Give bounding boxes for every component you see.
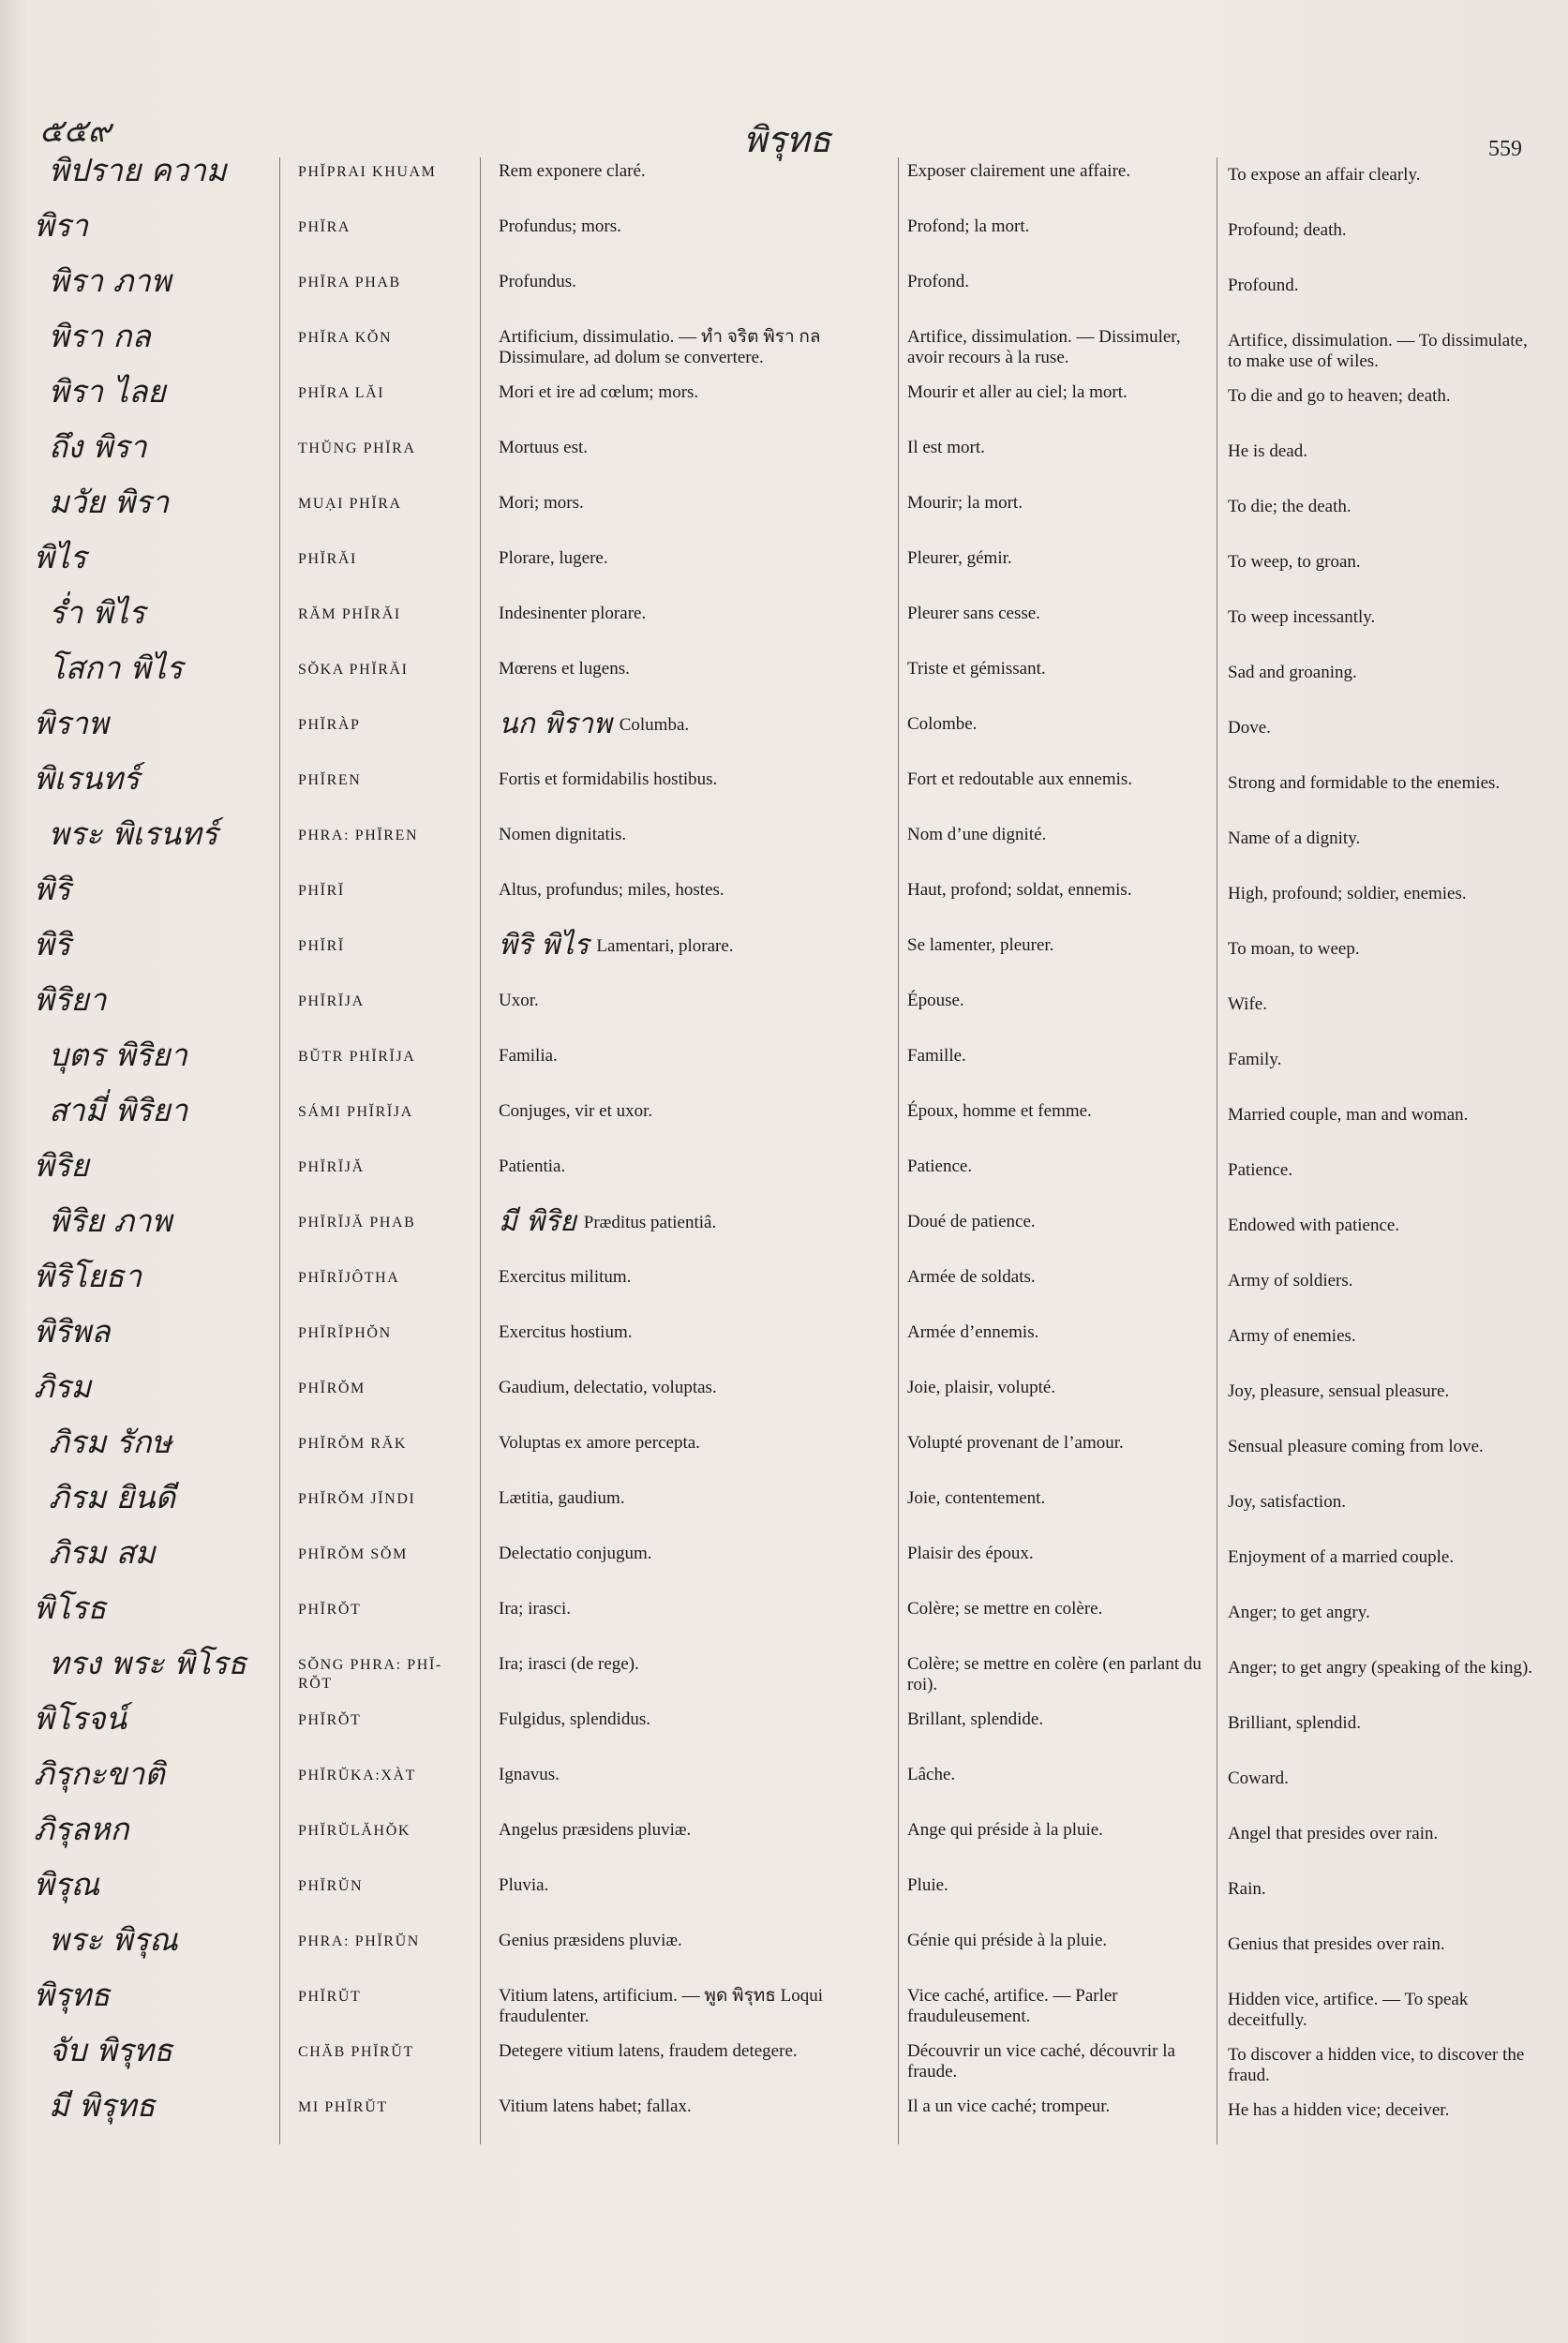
english-definition: Married couple, man and woman. [1228,1105,1469,1125]
thai-headword: ร่ำ พิไร [49,594,145,631]
latin-text: Indesinenter plorare. [499,604,647,623]
latin-definition [499,1488,897,1509]
english-definition: Hidden vice, artifice. — To speak deceitfully. [1228,1990,1469,2030]
thai-headword: พิริ [34,926,71,963]
english-definition: Brilliant, splendid. [1228,1713,1361,1733]
french-definition: Mourir; la mort. [907,493,1023,513]
latin-definition [499,1986,897,2027]
english-definition: Coward. [1228,1768,1289,1788]
entry-row [0,1199,1568,1254]
french-definition: Vice caché, artifice. — Parler frauduleusement. [907,1986,1118,2026]
romanization: PHĬRŎM [298,1380,366,1396]
romanization: PHĬRŎT [298,1712,362,1728]
thai-headword: พระ พิรุณ [49,1921,178,1958]
latin-definition [499,1205,897,1238]
english-definition: Rain. [1228,1879,1266,1899]
latin-definition [499,880,897,901]
english-definition: Anger; to get angry (speaking of the king). [1228,1658,1533,1678]
latin-text: Mortuus est. [499,438,588,457]
english-definition: To weep, to groan. [1228,552,1361,572]
latin-definition [499,1654,897,1675]
romanization: PHĬRĬJĂ PHAB [298,1215,416,1231]
entry-row [0,1420,1568,1475]
latin-text: Ignavus. [499,1765,560,1784]
french-definition: Nom d’une dignité. [907,825,1047,844]
thai-headword: พิรุณ [34,1866,100,1903]
french-definition: Colère; se mettre en colère (en parlant du roi). [907,1654,1202,1694]
english-definition: Profound; death. [1228,220,1347,240]
latin-text: Profundus. [499,272,576,291]
entry-row [0,369,1568,425]
latin-definition [499,1046,897,1067]
english-definition: High, profound; soldier, enemies. [1228,884,1467,903]
french-definition: Armée de soldats. [907,1267,1036,1287]
latin-text: Nomen dignitatis. [499,825,627,844]
latin-text: Conjuges, vir et uxor. [499,1101,653,1121]
romanization: PHĬRA LĂI [298,385,385,401]
entry-row [0,535,1568,590]
entry-row [0,1752,1568,1807]
latin-text: Columba. [619,715,690,735]
latin-text: Mori et ire ad cœlum; mors. [499,382,699,402]
latin-text: Angelus præsidens pluviæ. [499,1820,692,1840]
english-definition: To die; the death. [1228,497,1351,516]
english-definition: He is dead. [1228,441,1307,461]
french-definition: Il a un vice caché; trompeur. [907,2097,1111,2116]
latin-definition [499,216,897,237]
english-definition: Strong and formidable to the enemies. [1228,773,1501,793]
romanization: PHĬRĬ [298,883,345,899]
english-definition: To expose an affair clearly. [1228,165,1421,185]
latin-thai-phrase: นก พิราพ [499,708,612,740]
thai-headword: พิรุทธ [34,1977,111,2013]
entry-row [0,2083,1568,2139]
thai-headword: โสกา พิไร [49,649,183,686]
romanization: MI PHĬRŬT [298,2099,388,2115]
french-definition: Épouse. [907,991,964,1010]
romanization: PHĬRŬKA:XÀT [298,1768,417,1783]
latin-definition [499,1765,897,1785]
romanization: PHĬRŎT [298,1602,362,1618]
thai-headword: พิริ [34,871,71,907]
french-definition: Fort et redoutable aux ennemis. [907,769,1133,789]
latin-text: Delectatio conjugum. [499,1544,652,1563]
thai-headword: ถึง พิรา [49,428,147,465]
french-definition: Époux, homme et femme. [907,1101,1092,1121]
romanization: PHĬRŎM JĬNDI [298,1491,416,1507]
latin-definition [499,2097,897,2117]
french-definition: Profond. [907,272,969,291]
latin-text: Patientia. [499,1157,566,1176]
french-definition: Ange qui préside à la pluie. [907,1820,1103,1840]
thai-headword: ภิรม [34,1368,92,1405]
thai-headword: พิริย [34,1147,89,1184]
thai-headword: ภิรุกะขาติ [34,1755,165,1792]
thai-headword: พิรา ไลย [49,373,166,410]
entry-row [0,314,1568,369]
french-definition: Joie, plaisir, volupté. [907,1378,1056,1397]
french-definition: Colère; se mettre en colère. [907,1599,1103,1619]
english-definition: Family. [1228,1050,1282,1069]
romanization: THŬNG PHĬRA [298,440,416,456]
thai-headword: ภิรม รักษ [49,1424,172,1460]
latin-definition [499,1709,897,1730]
french-definition: Génie qui préside à la pluie. [907,1931,1108,1950]
french-definition: Profond; la mort. [907,216,1030,236]
latin-definition [499,1101,897,1122]
latin-text: Lætitia, gaudium. [499,1488,625,1508]
entry-row [0,1696,1568,1752]
english-definition: Genius that presides over rain. [1228,1934,1445,1954]
entry-row [0,1807,1568,1862]
romanization: PHĬRĬJÔTHA [298,1270,400,1286]
latin-text: Gaudium, delectatio, voluptas. [499,1378,717,1397]
thai-headword: พิราพ [34,705,109,741]
thai-headword: พิโรธ [34,1589,107,1626]
latin-definition [499,1931,897,1951]
entry-row [0,1475,1568,1530]
latin-text: Exercitus hostium. [499,1322,633,1342]
french-definition: Volupté provenant de l’amour. [907,1433,1124,1453]
entry-row [0,701,1568,756]
latin-definition [499,1820,897,1841]
thai-headword: ภิรม ยินดี [49,1479,176,1515]
latin-definition [499,161,897,182]
latin-definition [499,1267,897,1288]
french-definition: Pluie. [907,1875,948,1895]
latin-definition [499,438,897,458]
english-definition: Patience. [1228,1160,1293,1180]
entry-row [0,1973,1568,2028]
latin-text: Præditus patientiâ. [583,1213,717,1232]
french-definition: Joie, contentement. [907,1488,1046,1508]
latin-definition [499,1157,897,1177]
romanization: PHĬRŎM RĂK [298,1436,408,1452]
romanization: PHĬRĬJĂ [298,1159,365,1175]
french-definition: Doué de patience. [907,1212,1036,1231]
thai-headword: ทรง พระ พิโรธ [49,1645,247,1681]
latin-text: Profundus; mors. [499,216,621,236]
entry-row [0,148,1568,203]
romanization: PHĬRĬ [298,938,345,954]
english-definition: Angel that presides over rain. [1228,1824,1439,1843]
latin-definition [499,1599,897,1619]
entry-row [0,2028,1568,2083]
french-definition: Patience. [907,1157,973,1176]
entry-row [0,977,1568,1033]
thai-headword: พิโรจน์ [34,1700,127,1737]
entry-row [0,425,1568,480]
entry-row [0,1088,1568,1143]
french-definition: Armée d’ennemis. [907,1322,1039,1342]
romanization: PHĬRĬPHŎN [298,1325,392,1341]
latin-text: Rem exponere claré. [499,161,646,181]
romanization: PHĬRA KŎN [298,330,393,346]
entry-row [0,1365,1568,1420]
romanization: PHĬRŬT [298,1989,362,2005]
thai-headword: พิเรนทร์ [34,760,140,797]
entry-row [0,203,1568,259]
thai-headword: พิรา ภาพ [49,262,172,299]
french-definition: Brillant, splendide. [907,1709,1044,1729]
page-number: 559 [1488,137,1522,161]
entry-row [0,812,1568,867]
latin-thai-phrase: พิริ พิไร [499,929,590,962]
latin-text: Ira; irasci. [499,1599,572,1619]
entry-row [0,1862,1568,1918]
english-definition: Army of enemies. [1228,1326,1356,1346]
english-definition: Joy, pleasure, sensual pleasure. [1228,1381,1450,1401]
english-definition: Joy, satisfaction. [1228,1492,1346,1512]
latin-definition [499,1875,897,1896]
english-definition: Artifice, dissimulation. — To dissimulate, to make use of wiles. [1228,331,1528,371]
latin-text: Altus, profundus; miles, hostes. [499,880,724,900]
latin-definition [499,1322,897,1343]
french-definition: Pleurer sans cesse. [907,604,1040,623]
english-definition: He has a hidden vice; deceiver. [1228,2100,1450,2120]
entry-row [0,259,1568,314]
thai-headword: จับ พิรุทธ [49,2032,173,2068]
english-definition: To moan, to weep. [1228,939,1360,959]
thai-headword: มวัย พิรา [49,484,170,520]
english-definition: Sad and groaning. [1228,663,1357,682]
english-definition: To discover a hidden vice, to discover the fraud. [1228,2045,1525,2085]
latin-thai-phrase: มี พิริย [499,1205,576,1238]
romanization: SŎNG PHRA: PHĬ-RŎT [298,1657,442,1692]
thai-headword: ภิรุลหก [34,1811,129,1847]
latin-definition [499,382,897,403]
thai-headword: พิริยา [34,981,107,1018]
french-definition: Mourir et aller au ciel; la mort. [907,382,1127,402]
thai-headword: สามี่ พิริยา [49,1092,188,1128]
latin-text: Lamentari, plorare. [596,936,734,956]
english-definition: Army of soldiers. [1228,1271,1353,1291]
latin-definition [499,548,897,569]
entry-row [0,1254,1568,1309]
entry-row [0,1918,1568,1973]
thai-headword: พิริพล [34,1313,111,1350]
romanization: SÁMI PHĬRĬJA [298,1104,413,1120]
thai-headword: พิรา กล [49,318,151,354]
latin-text: Ira; irasci (de rege). [499,1654,639,1674]
latin-definition [499,604,897,624]
romanization: PHĬRA PHAB [298,275,401,291]
latin-text: Mœrens et lugens. [499,659,630,679]
latin-definition [499,991,897,1011]
entry-list [0,148,1568,2139]
english-definition: Anger; to get angry. [1228,1603,1370,1622]
latin-definition [499,708,897,740]
latin-text: Familia. [499,1046,558,1066]
entry-row [0,480,1568,535]
english-definition: Profound. [1228,276,1299,295]
entry-row [0,1143,1568,1199]
latin-definition [499,929,897,962]
latin-text: Mori; mors. [499,493,584,513]
romanization: PHĬRÀP [298,717,361,733]
thai-headword: มี พิรุทธ [49,2087,156,2124]
entry-row [0,646,1568,701]
french-definition: Triste et gémissant. [907,659,1046,679]
french-definition: Colombe. [907,714,978,734]
thai-headword: พิไร [34,539,87,575]
thai-headword: บุตร พิริยา [49,1037,187,1073]
english-definition: Dove. [1228,718,1271,738]
latin-text: Uxor. [499,991,539,1010]
latin-text: Voluptas ex amore percepta. [499,1433,700,1453]
latin-text: Detegere vitium latens, fraudem detegere. [499,2041,798,2061]
thai-headword: พิรา [34,207,89,244]
latin-text: Exercitus militum. [499,1267,632,1287]
romanization: MUẠI PHĬRA [298,496,402,512]
latin-text: Plorare, lugere. [499,548,608,568]
latin-text: Vitium latens habet; fallax. [499,2097,692,2116]
french-definition: Se lamenter, pleurer. [907,935,1054,955]
entry-row [0,1033,1568,1088]
running-headword: พิรุทธ [743,119,831,160]
romanization: BŬTR PHĬRĬJA [298,1049,416,1065]
english-definition: Enjoyment of a married couple. [1228,1547,1455,1567]
latin-text: Genius præsidens pluviæ. [499,1931,682,1950]
french-definition: Plaisir des époux. [907,1544,1034,1563]
english-definition: Name of a dignity. [1228,828,1361,848]
latin-definition [499,659,897,679]
latin-text: Vitium latens, artificium. — พูด พิรุทธ Loqui fraudulenter. [499,1986,824,2026]
entry-row [0,867,1568,922]
romanization: SŎKA PHĬRĂI [298,662,409,678]
entry-row [0,922,1568,977]
french-definition: Famille. [907,1046,966,1066]
romanization: PHĬRŬLĂHŎK [298,1823,411,1839]
entry-row [0,756,1568,812]
latin-definition [499,493,897,514]
latin-definition [499,1378,897,1398]
romanization: PHĬRĬJA [298,993,365,1009]
english-definition: Wife. [1228,994,1267,1014]
latin-text: Fulgidus, splendidus. [499,1709,651,1729]
french-definition: Lâche. [907,1765,956,1784]
latin-definition [499,272,897,292]
latin-definition [499,769,897,790]
french-definition: Artifice, dissimulation. — Dissimuler, avoir recours à la ruse. [907,327,1181,367]
french-definition: Il est mort. [907,438,985,457]
latin-definition [499,1544,897,1564]
romanization: PHĬRĂI [298,551,357,567]
entry-row [0,590,1568,646]
romanization: PHĬREN [298,772,362,788]
latin-text: Fortis et formidabilis hostibus. [499,769,718,789]
thai-headword: ภิรม สม [49,1534,156,1571]
english-definition: To weep incessantly. [1228,607,1376,627]
latin-definition [499,327,897,368]
entry-row [0,1309,1568,1365]
english-definition: Sensual pleasure coming from love. [1228,1437,1484,1456]
thai-headword: พระ พิเรนทร์ [49,815,218,852]
latin-text: Artificium, dissimulatio. — ทำ จริต พิรา กล Dissimulare, ad dolum se convertere. [499,327,821,367]
french-definition: Haut, profond; soldat, ennemis. [907,880,1132,900]
romanization: CHĂB PHĬRŬT [298,2044,414,2060]
entry-row [0,1586,1568,1641]
thai-headword: พิปราย ความ [49,152,227,188]
latin-definition [499,1433,897,1454]
romanization: PHĬRŬN [298,1878,364,1894]
french-definition: Découvrir un vice caché, découvrir la fraude. [907,2041,1175,2082]
romanization: PHĬRA [298,219,351,235]
french-definition: Exposer clairement une affaire. [907,161,1131,181]
thai-headword: พิริย ภาพ [49,1202,172,1239]
thai-headword: พิริโยธา [34,1258,142,1294]
english-definition: Endowed with patience. [1228,1216,1400,1235]
french-definition: Pleurer, gémir. [907,548,1012,568]
latin-text: Pluvia. [499,1875,549,1895]
thai-page-number: ๕๕๙ [39,112,112,150]
entry-row [0,1530,1568,1586]
entry-row [0,1641,1568,1696]
romanization: PHRA: PHĬRŬN [298,1933,420,1949]
romanization: RĂM PHĬRĂI [298,606,401,622]
latin-definition [499,825,897,845]
romanization: PHĬRŎM SŎM [298,1546,408,1562]
romanization: PHRA: PHĬREN [298,828,419,843]
romanization: PHĬPRAI KHUAM [298,164,437,180]
english-definition: To die and go to heaven; death. [1228,386,1451,406]
latin-definition [499,2041,897,2062]
